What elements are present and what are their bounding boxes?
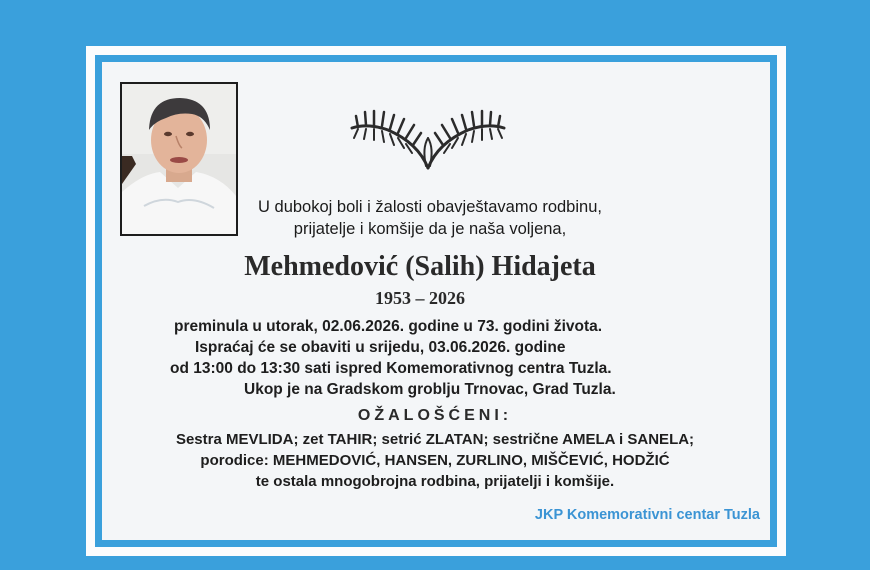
intro-text <box>240 196 620 240</box>
mourners-line: porodice: MEHMEDOVIĆ, HANSEN, ZURLINO, MIŠČEVIĆ, HODŽIĆ <box>200 452 670 469</box>
mourners-line: Sestra MEVLIDA; zet TAHIR; setrić ZLATAN; sestrične AMELA i SANELA; <box>175 431 695 448</box>
issuer-signature: JKP Komemorativni centar Tuzla <box>534 507 760 523</box>
burial-line: Ukop je na Gradskom groblju Trnovac, Grad Tuzla. <box>244 381 616 398</box>
intro-line: U dubokoj boli i žalosti obavještavamo rodbinu, <box>258 198 602 216</box>
portrait-photo <box>120 82 238 236</box>
mourners-list <box>110 429 760 492</box>
mourners-heading: OŽALOŠĆENI: <box>357 407 513 424</box>
farewell-time-line: od 13:00 do 13:30 sati ispred Komemorativnog centra Tuzla. <box>170 360 612 377</box>
death-date-line: preminula u utorak, 02.06.2026. godine u 73. godini života. <box>174 318 603 335</box>
deceased-name: Mehmedović (Salih) Hidajeta <box>244 251 596 282</box>
palm-branch-icon <box>348 108 508 170</box>
mourners-line: te ostala mnogobrojna rodbina, prijatelji i komšije. <box>255 473 615 490</box>
intro-line: prijatelje i komšije da je naša voljena, <box>293 220 567 238</box>
funeral-info <box>130 316 710 400</box>
life-years: 1953 – 2026 <box>375 288 465 308</box>
farewell-line: Ispraćaj će se obaviti u srijedu, 03.06.2026. godine <box>195 339 566 356</box>
